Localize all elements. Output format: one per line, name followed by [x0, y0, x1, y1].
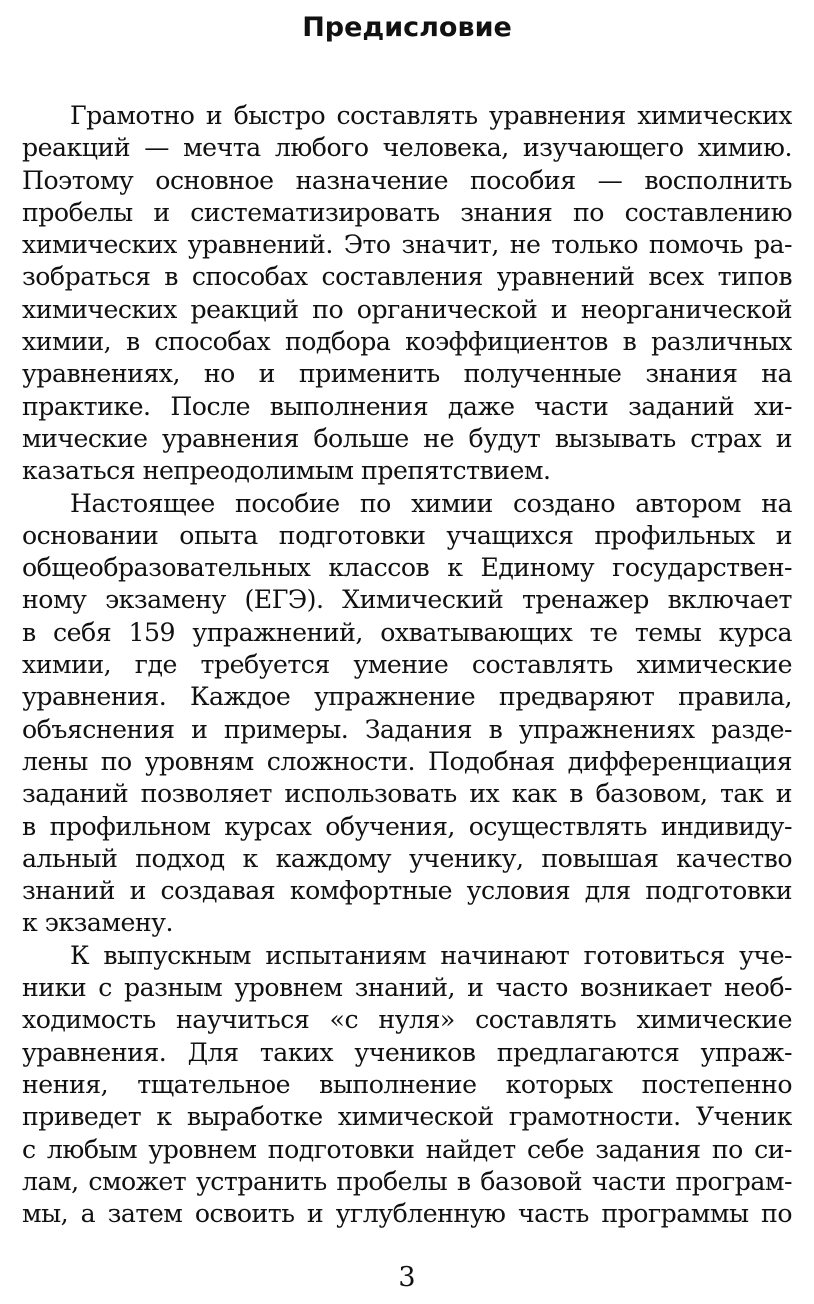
text-line: химии, в способах подбора коэффициентов в различных [22, 327, 792, 357]
paragraph [22, 100, 792, 488]
text-line: Поэтому основное назначение пособия — восполнить [22, 165, 792, 195]
text-line: лам, сможет устранить пробелы в базовой части програм- [22, 1166, 792, 1196]
text-line: уравнения. Каждое упражнение предваряют правила, [22, 682, 792, 712]
page-title: Предисловие [302, 12, 512, 43]
text-line: с любым уровнем подготовки найдет себе задания по си- [22, 1134, 792, 1164]
paragraph [22, 940, 792, 1231]
text-line: пробелы и систематизировать знания по составлению [22, 197, 792, 227]
text-line: зобраться в способах составления уравнений всех типов [22, 262, 792, 292]
text-line: химических уравнений. Это значит, не только помочь ра- [22, 230, 792, 260]
text-line: общеобразовательных классов к Единому государствен- [22, 553, 792, 583]
text-line: лены по уровням сложности. Подобная дифференциация [22, 746, 792, 776]
text-line: Настоящее пособие по химии создано автором на [70, 488, 792, 518]
text-line: реакций — мечта любого человека, изучающего химию. [22, 133, 792, 163]
text-line: казаться непреодолимым препятствием. [22, 456, 551, 486]
text-line: нения, тщательное выполнение которых постепенно [22, 1069, 792, 1099]
text-line: альный подход к каждому ученику, повышая качество [22, 843, 792, 873]
text-line: мы, а затем освоить и углубленную часть программы по [22, 1199, 792, 1229]
text-line: знаний и создавая комфортные условия для подготовки [22, 876, 792, 906]
text-line: ходимость научиться «с нуля» составлять химические [22, 1005, 792, 1035]
text-line: приведет к выработке химической грамотности. Ученик [22, 1102, 792, 1132]
paragraph [22, 488, 792, 940]
text-line: объяснения и примеры. Задания в упражнениях разде- [22, 714, 792, 744]
text-line: ники с разным уровнем знаний, и часто возникает необ- [22, 973, 792, 1003]
text-line: химии, где требуется умение составлять химические [22, 650, 792, 680]
text-line: практике. После выполнения даже части заданий хи- [22, 391, 792, 421]
text-line: химических реакций по органической и неорганической [22, 294, 792, 324]
text-line: уравнениях, но и применить полученные знания на [22, 359, 792, 389]
page-number: 3 [398, 1262, 416, 1293]
body-text [22, 100, 792, 1230]
text-line: основании опыта подготовки учащихся профильных и [22, 520, 792, 550]
text-line: уравнения. Для таких учеников предлагаются упраж- [22, 1037, 792, 1067]
text-line: ному экзамену (ЕГЭ). Химический тренажер включает [22, 585, 792, 615]
text-line: в профильном курсах обучения, осуществлять индивиду- [22, 811, 792, 841]
text-line: заданий позволяет использовать их как в базовом, так и [22, 779, 792, 809]
text-line: к экзамену. [22, 908, 173, 938]
text-line: Грамотно и быстро составлять уравнения химических [70, 101, 792, 130]
text-line: К выпускным испытаниям начинают готовиться уче- [70, 940, 792, 970]
text-line: мические уравнения больше не будут вызывать страх и [22, 423, 792, 453]
text-line: в себя 159 упражнений, охватывающих те темы курса [22, 617, 792, 647]
